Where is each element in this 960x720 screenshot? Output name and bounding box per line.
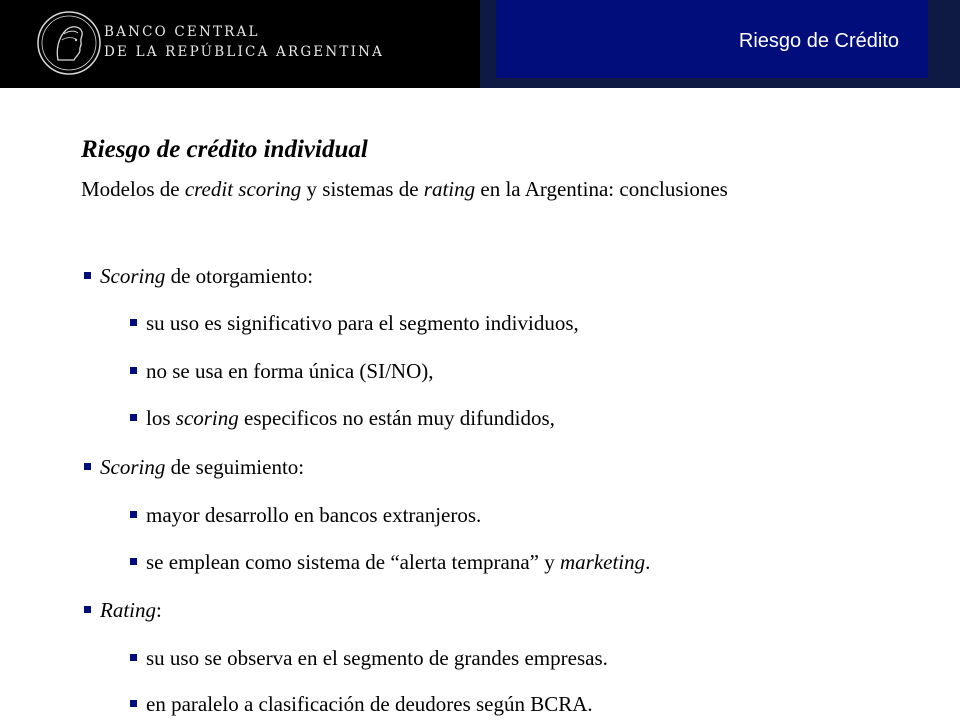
subtitle-part1: Modelos de xyxy=(81,177,185,201)
item-text: en paralelo a clasificación de deudores según BCRA. xyxy=(146,692,593,716)
bullet-item xyxy=(130,550,650,575)
subtitle-part2: credit scoring xyxy=(184,177,302,201)
bullet-section-2 xyxy=(84,455,304,480)
bullet-square-icon xyxy=(130,511,137,518)
section-3-head-italic: Rating xyxy=(100,598,156,622)
bullet-item xyxy=(130,359,434,384)
bullet-item xyxy=(130,406,555,431)
section-3-head-rest: : xyxy=(156,598,162,622)
bullet-square-icon xyxy=(84,272,91,279)
subtitle-part5: en la Argentina: conclusiones xyxy=(475,177,728,201)
slide-subtitle xyxy=(81,177,728,202)
item-text: no se usa en forma única (SI/NO), xyxy=(146,359,434,383)
bullet-item xyxy=(130,503,481,528)
bank-name-line2: DE LA REPÚBLICA ARGENTINA xyxy=(104,44,385,60)
section-1-head-italic: Scoring xyxy=(100,264,166,288)
item-text: su uso es significativo para el segmento individuos, xyxy=(146,311,579,335)
section-title: Riesgo de Crédito xyxy=(738,30,899,52)
item-text-italic: marketing xyxy=(559,550,646,574)
bullet-section-3 xyxy=(84,598,162,623)
item-text-pre: se emplean como sistema de “alerta temprana” y xyxy=(146,550,560,574)
item-text: mayor desarrollo en bancos extranjeros. xyxy=(146,503,482,527)
item-text: su uso se observa en el segmento de grandes empresas. xyxy=(146,646,608,670)
header-bar xyxy=(0,0,960,88)
bank-name-line1: BANCO CENTRAL xyxy=(104,24,260,40)
bullet-square-icon xyxy=(130,654,137,661)
bullet-square-icon xyxy=(130,367,137,374)
bcra-seal-icon xyxy=(36,10,102,76)
bullet-section-1 xyxy=(84,264,313,289)
bullet-square-icon xyxy=(84,463,91,470)
bullet-item xyxy=(130,311,579,336)
slide-title: Riesgo de crédito individual xyxy=(81,136,368,163)
bullet-item xyxy=(130,646,608,671)
subtitle-part3: y sistemas de xyxy=(301,177,424,201)
logo-area xyxy=(0,0,480,88)
item-text-italic: scoring xyxy=(175,406,239,430)
item-text-pre: los xyxy=(146,406,176,430)
bullet-square-icon xyxy=(130,319,137,326)
section-1-head-rest: de otorgamiento: xyxy=(165,264,314,288)
item-text-post: . xyxy=(645,550,651,574)
bullet-square-icon xyxy=(84,606,91,613)
bullet-square-icon xyxy=(130,414,137,421)
bullet-item xyxy=(130,692,593,717)
header-right-strip xyxy=(928,0,960,88)
bank-name xyxy=(104,22,384,62)
section-2-head-italic: Scoring xyxy=(100,455,166,479)
bullet-square-icon xyxy=(130,558,137,565)
item-text-post: especificos no están muy difundidos, xyxy=(238,406,555,430)
section-title-box xyxy=(496,0,928,78)
section-2-head-rest: de seguimiento: xyxy=(165,455,305,479)
bullet-square-icon xyxy=(130,700,137,707)
subtitle-part4: rating xyxy=(423,177,476,201)
